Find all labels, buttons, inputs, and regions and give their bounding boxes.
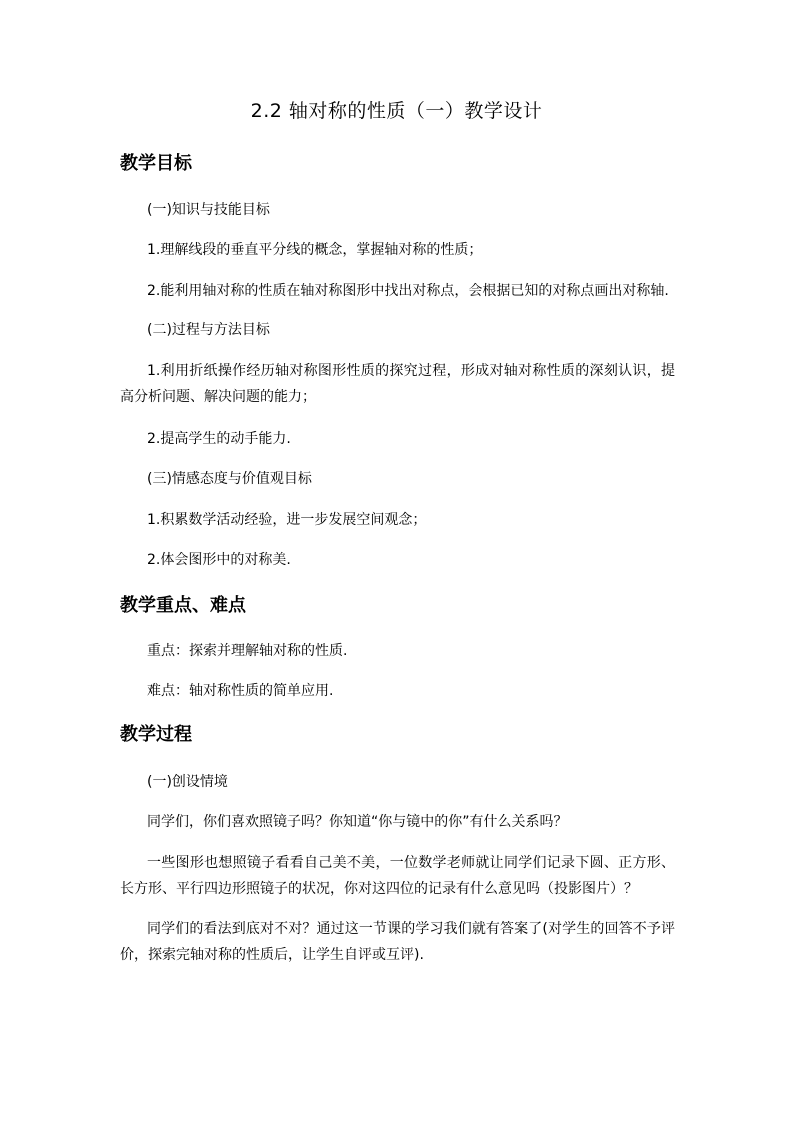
process-paragraph: 同学们，你们喜欢照镜子吗？你知道“你与镜中的你”有什么关系吗？ <box>147 814 568 830</box>
keypoint-paragraph: 重点：探索并理解轴对称的性质. <box>147 643 348 659</box>
document-title: 2.2 轴对称的性质（一）教学设计 <box>250 100 543 122</box>
sub-knowledge-skills: (一)知识与技能目标 <box>147 202 270 218</box>
sub-attitude-values: (三)情感态度与价值观目标 <box>147 471 312 487</box>
sub-process-methods: (二)过程与方法目标 <box>147 322 270 338</box>
objective-paragraph: 1.积累数学活动经验，进一步发展空间观念； <box>147 512 427 528</box>
objective-paragraph: 2.能利用轴对称的性质在轴对称图形中找出对称点，会根据已知的对称点画出对称轴. <box>147 283 669 299</box>
process-paragraph: 一些图形也想照镜子看看自己美不美，一位数学老师就让同学们记录下圆、正方形、长方形、平行四边形照镜子的状况，你对这四位的记录有什么意见吗（投影图片）？ <box>120 855 675 897</box>
objective-paragraph: 2.体会图形中的对称美. <box>147 552 291 568</box>
heading-process: 教学过程 <box>120 724 192 745</box>
objective-paragraph: 2.提高学生的动手能力. <box>147 431 291 447</box>
difficulty-paragraph: 难点：轴对称性质的简单应用. <box>147 683 334 699</box>
process-paragraph: 同学们的看法到底对不对？通过这一节课的学习我们就有答案了(对学生的回答不予评价，探索完轴对称的性质后，让学生自评或互评). <box>120 921 675 963</box>
objective-paragraph: 1.理解线段的垂直平分线的概念，掌握轴对称的性质； <box>147 242 483 258</box>
heading-objectives: 教学目标 <box>120 153 192 174</box>
heading-keypoints: 教学重点、难点 <box>120 595 246 616</box>
objective-paragraph: 1.利用折纸操作经历轴对称图形性质的探究过程，形成对轴对称性质的深刻认识，提高分析问题、解决问题的能力； <box>120 363 675 405</box>
sub-create-situation: (一)创设情境 <box>147 774 228 790</box>
